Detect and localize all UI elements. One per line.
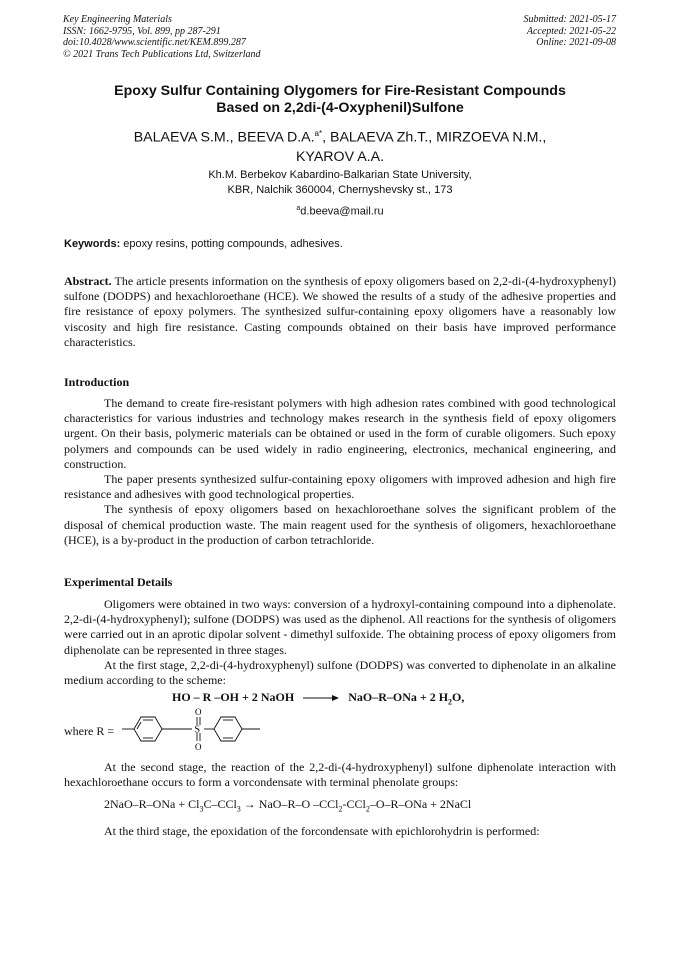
authors-line-2: KYAROV A.A.: [295, 148, 385, 165]
intro-heading: Introduction: [64, 375, 130, 389]
eq2-part: C–CCl: [203, 797, 237, 811]
intro-paragraph-3: The synthesis of epoxy oligomers based on hexachloroethane solves the significant problem of the disposal of chemical production waste. The main reagent used for the synthesis of oligomers, hexachloroethane (HCE), is a by-product in the production of carbon tetrachloride.: [64, 502, 616, 547]
eq2-sub: 3: [236, 804, 241, 814]
sulfone-oxygen-bottom: O: [195, 742, 202, 752]
exp-paragraph-3: At the second stage, the reaction of the 2,2-di-(4-hydroxyphenyl) sulfone diphenolate interaction with hexachloroethane occurs to form a vorcondensate with terminal phenolate groups:: [64, 760, 616, 790]
eq2-sub: 3: [199, 804, 204, 814]
journal-name: Key Engineering Materials: [63, 14, 172, 25]
exp-paragraph-4: At the third stage, the epoxidation of the forcondensate with epichlorohydrin is performed:: [104, 824, 540, 838]
eq2-part: -CCl: [342, 797, 366, 811]
experimental-heading: Experimental Details: [64, 575, 173, 589]
issn-line: ISSN: 1662-9795, Vol. 899, pp 287-291: [63, 25, 221, 37]
journal-info: [63, 14, 261, 60]
third-stage-text: [64, 824, 616, 839]
abstract-text: The article presents information on the synthesis of epoxy oligomers based on 2,2-di-(4-hydroxyphenyl) sulfone (DODPS) and hexachloroethane (HCE). We showed the results of a study of the adhesive properties and fire resistance of epoxy polymers. The synthesized sulfur-containing epoxy oligomers have a reasonably low viscosity and high fire resistance. Casting compounds obtained on their basis have improved performance characteristics.: [64, 274, 616, 349]
email-sup: a: [296, 205, 301, 212]
submitted-date: Submitted: 2021-05-17: [523, 14, 616, 25]
exp-paragraph-1: Oligomers were obtained in two ways: conversion of a hydroxyl-containing compound into a diphenolate. 2,2-di-(4-hydroxyphenyl); sulfone (DODPS) was used as the diphenol. All reactions for the synthesis of oligomers were carried out in an aprotic dipolar solvent - dimethyl sulfoxide. The obtaining process of epoxy oligomers from diphenolate can be represented in three stages.: [64, 597, 616, 657]
title-line-2: Based on 2,2di-(4-Oxyphenil)Sulfone: [216, 100, 464, 116]
equation-1: [172, 690, 464, 706]
eq2-sub: 2: [365, 804, 370, 814]
authors-part-2: , BALAEVA Zh.T., MIRZOEVA N.M.,: [322, 129, 547, 146]
eq1-right-b: O,: [452, 690, 465, 704]
intro-section: [64, 396, 616, 548]
experimental-section: [64, 597, 616, 688]
abstract: [64, 274, 616, 350]
exp-paragraph-2: At the first stage, 2,2-di-(4-hydroxyphenyl) sulfone (DODPS) was converted to diphenolate in an alkaline medium according to the scheme:: [64, 657, 616, 688]
author-affil-sup: a*: [314, 129, 323, 138]
eq1-right-a: NaO–R–ONa + 2 H: [348, 690, 449, 704]
email-address[interactable]: d.beeva@mail.ru: [300, 205, 384, 218]
second-stage-text: [64, 760, 616, 790]
affiliation-line-1: Kh.M. Berbekov Kabardino-Balkarian State University,: [208, 169, 472, 181]
sulfone-oxygen-top: O: [195, 707, 202, 717]
accepted-date: Accepted: 2021-05-22: [526, 25, 616, 37]
eq1-right-sub: 2: [448, 697, 453, 707]
intro-paragraph-2: The paper presents synthesized sulfur-containing epoxy oligomers with improved adhesion and high fire resistance and adhesives with good technological properties.: [64, 472, 616, 502]
equation-2: [104, 797, 471, 813]
diphenyl-sulfone-structure: [120, 706, 270, 752]
eq2-part: 2NaO–R–ONa + Cl: [104, 797, 200, 811]
keywords-text: epoxy resins, potting compounds, adhesives.: [120, 238, 343, 250]
abstract-label: Abstract.: [64, 274, 112, 288]
intro-paragraph-1: The demand to create fire-resistant polymers with high adhesion rates combined with good technological characteristics for various industries and technology makes research in the synthesis field of epoxy oligomers urgent. On their basis, polymeric materials can be obtained or used in the form of curable oligomers. Such epoxy polymers and compounds can be used widely in radio engineering, electronics, mechanical engineering, and construction.: [64, 396, 616, 471]
keywords-label: Keywords:: [64, 238, 121, 250]
eq2-part: → NaO–R–O –CCl: [240, 797, 339, 811]
authors: [64, 124, 616, 167]
eq2-part: –O–R–ONa + 2NaCl: [369, 797, 472, 811]
where-r-label: where R =: [64, 724, 115, 738]
keywords: [64, 238, 616, 250]
doi-line: doi:10.4028/www.scientific.net/KEM.899.287: [63, 37, 246, 49]
reaction-arrow-icon: [303, 694, 339, 702]
affiliation: [64, 168, 616, 198]
title-line-1: Epoxy Sulfur Containing Olygomers for Fire-Resistant Compounds: [114, 83, 566, 99]
authors-part-1: BALAEVA S.M., BEEVA D.A.: [133, 129, 315, 146]
copyright-line: © 2021 Trans Tech Publications Ltd, Switzerland: [63, 48, 261, 60]
sulfur-atom: S: [194, 724, 201, 736]
affiliation-line-2: KBR, Nalchik 360004, Chernyshevsky st., 173: [227, 184, 453, 196]
paper-title: [64, 83, 616, 117]
eq2-sub: 2: [338, 804, 343, 814]
email-line: [64, 205, 616, 218]
submission-dates: [524, 14, 617, 49]
online-date: Online: 2021-09-08: [536, 37, 616, 49]
eq1-left: HO – R –OH + 2 NaOH: [172, 690, 295, 704]
